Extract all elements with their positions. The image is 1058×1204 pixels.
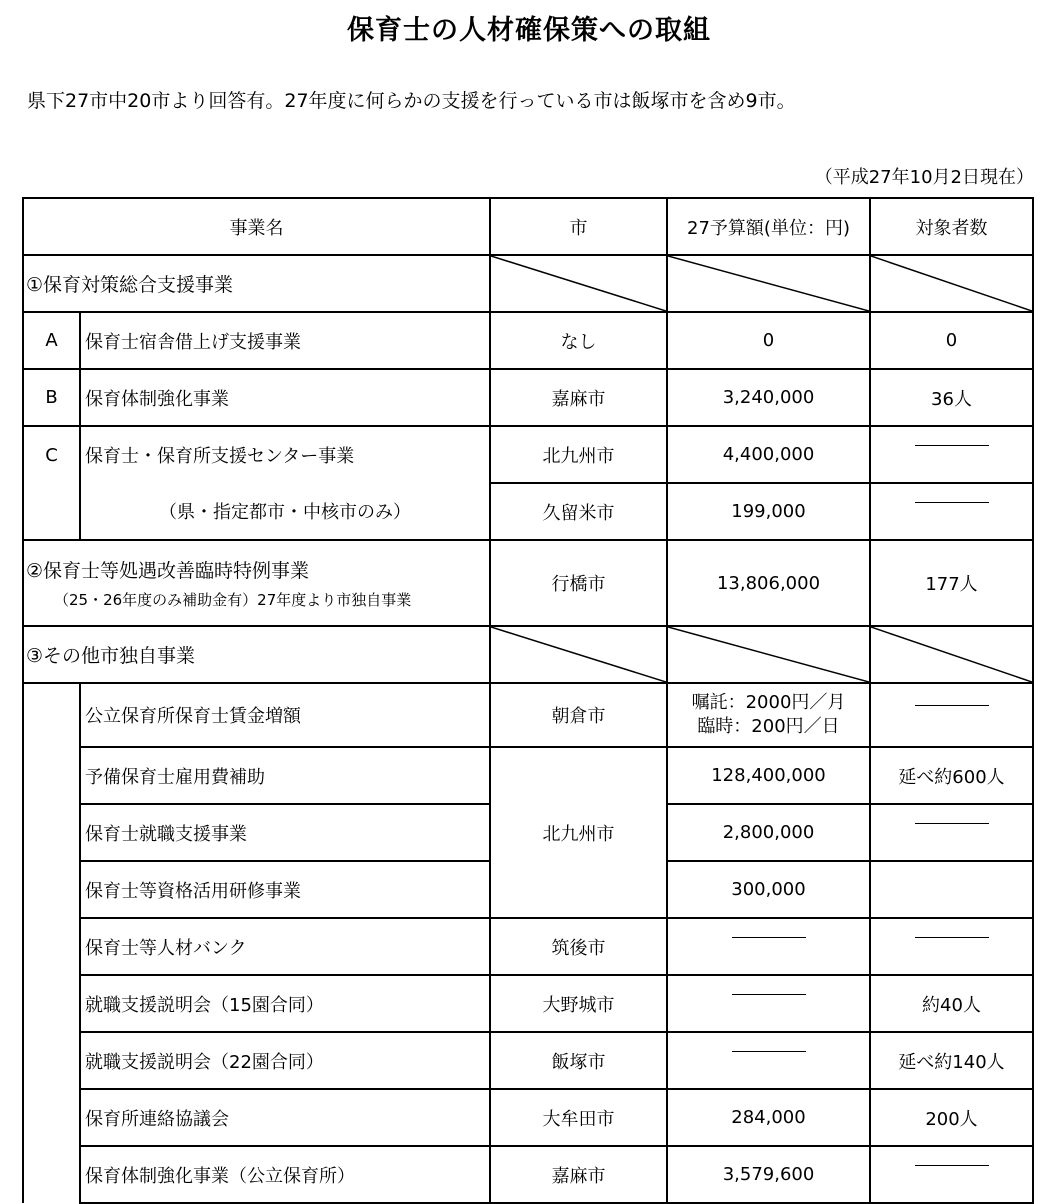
row-count: 177人 (870, 540, 1033, 626)
header-name: 事業名 (23, 198, 490, 255)
table-row (23, 483, 1033, 540)
row-note: （県・指定都市・中核市のみ） (80, 483, 490, 540)
row-name: 就職支援説明会（15園合同） (80, 975, 490, 1032)
row-count: 36人 (870, 369, 1033, 426)
as-of-date: （平成27年10月2日現在） (814, 167, 1034, 188)
row-letter: B (23, 369, 80, 426)
row-name: 保育士就職支援事業 (80, 804, 490, 861)
row-letter-empty (23, 483, 80, 540)
section-cell-2 (23, 540, 490, 626)
section-title-3: ③その他市独自事業 (23, 626, 490, 683)
table-row (23, 1032, 1033, 1089)
section-note-2: （25・26年度のみ補助金有）27年度より市独自事業 (54, 591, 412, 609)
budget-line-1: 嘱託：2000円／月 (691, 692, 846, 713)
row-budget: 4,400,000 (667, 426, 870, 483)
row-city: 大牟田市 (490, 1089, 667, 1146)
row-budget: 2,800,000 (667, 804, 870, 861)
table-row (23, 747, 1033, 804)
row-city: なし (490, 312, 667, 369)
row-city: 北九州市 (490, 426, 667, 483)
dash-mark (915, 502, 989, 503)
row-count-empty (870, 1146, 1033, 1203)
dash-mark (915, 705, 989, 706)
row-count: 約40人 (870, 975, 1033, 1032)
dash-mark (732, 1051, 806, 1052)
row-name: 保育士宿舎借上げ支援事業 (80, 312, 490, 369)
row-name: 保育士等資格活用研修事業 (80, 861, 490, 918)
dash-mark (732, 994, 806, 995)
dash-mark (915, 937, 989, 938)
row-budget: 0 (667, 312, 870, 369)
row-budget-empty (667, 975, 870, 1032)
table-row (23, 918, 1033, 975)
row-budget: 3,579,600 (667, 1146, 870, 1203)
row-city: 久留米市 (490, 483, 667, 540)
row-city: 嘉麻市 (490, 369, 667, 426)
row-count: 延べ約140人 (870, 1032, 1033, 1089)
row-count: 0 (870, 312, 1033, 369)
row-city: 行橋市 (490, 540, 667, 626)
row-name: 公立保育所保育士賃金増額 (80, 683, 490, 747)
diagonal-cell (870, 255, 1033, 312)
section-row-3 (23, 626, 1033, 683)
row-count-empty (870, 483, 1033, 540)
row-city: 朝倉市 (490, 683, 667, 747)
row-count-empty (870, 804, 1033, 861)
table-row (23, 312, 1033, 369)
budget-line-2: 臨時：200円／日 (697, 716, 840, 737)
row-city: 飯塚市 (490, 1032, 667, 1089)
diagonal-cell (490, 626, 667, 683)
dash-mark (915, 1165, 989, 1166)
page-title: 保育士の人材確保策への取組 (347, 15, 711, 46)
section-row-1 (23, 255, 1033, 312)
diagonal-cell (870, 626, 1033, 683)
row-count: 200人 (870, 1089, 1033, 1146)
row-budget: 3,240,000 (667, 369, 870, 426)
row-count-empty (870, 683, 1033, 747)
row-name: 就職支援説明会（22園合同） (80, 1032, 490, 1089)
row-count-empty (870, 861, 1033, 918)
row-letter: A (23, 312, 80, 369)
row-name: 予備保育士雇用費補助 (80, 747, 490, 804)
row-budget: 128,400,000 (667, 747, 870, 804)
staffing-measures-table (22, 197, 1034, 1204)
row-count-empty (870, 918, 1033, 975)
row-budget: 300,000 (667, 861, 870, 918)
table-row (23, 1146, 1033, 1203)
row-city: 大野城市 (490, 975, 667, 1032)
intro-text: 県下27市中20市より回答有。27年度に何らかの支援を行っている市は飯塚市を含め9市。 (27, 90, 796, 112)
row-budget: 13,806,000 (667, 540, 870, 626)
row-name: 保育所連絡協議会 (80, 1089, 490, 1146)
table-row (23, 1089, 1033, 1146)
row-name: 保育士等人材バンク (80, 918, 490, 975)
row-city: 嘉麻市 (490, 1146, 667, 1203)
row-count-empty (870, 426, 1033, 483)
dash-mark (915, 445, 989, 446)
table-row (23, 369, 1033, 426)
table-row (23, 975, 1033, 1032)
dash-mark (732, 937, 806, 938)
diagonal-cell (667, 626, 870, 683)
row-budget: 284,000 (667, 1089, 870, 1146)
section-3-indent (23, 683, 80, 1203)
header-budget: 27予算額(単位：円) (667, 198, 870, 255)
row-count: 延べ約600人 (870, 747, 1033, 804)
table-row (23, 683, 1033, 747)
table-row (23, 426, 1033, 483)
row-budget (667, 683, 870, 747)
section-title-1: ①保育対策総合支援事業 (23, 255, 490, 312)
row-budget-empty (667, 1032, 870, 1089)
diagonal-cell (667, 255, 870, 312)
dash-mark (915, 823, 989, 824)
row-name: 保育士・保育所支援センター事業 (80, 426, 490, 483)
header-count: 対象者数 (870, 198, 1033, 255)
row-name: 保育体制強化事業（公立保育所） (80, 1146, 490, 1203)
header-city: 市 (490, 198, 667, 255)
row-budget-empty (667, 918, 870, 975)
row-budget: 199,000 (667, 483, 870, 540)
section-row-2 (23, 540, 1033, 626)
section-title-2: ②保育士等処遇改善臨時特例事業 (26, 560, 310, 582)
diagonal-cell (490, 255, 667, 312)
row-letter: C (23, 426, 80, 483)
row-name: 保育体制強化事業 (80, 369, 490, 426)
row-city: 北九州市 (490, 747, 667, 918)
row-city: 筑後市 (490, 918, 667, 975)
header-row (23, 198, 1033, 255)
